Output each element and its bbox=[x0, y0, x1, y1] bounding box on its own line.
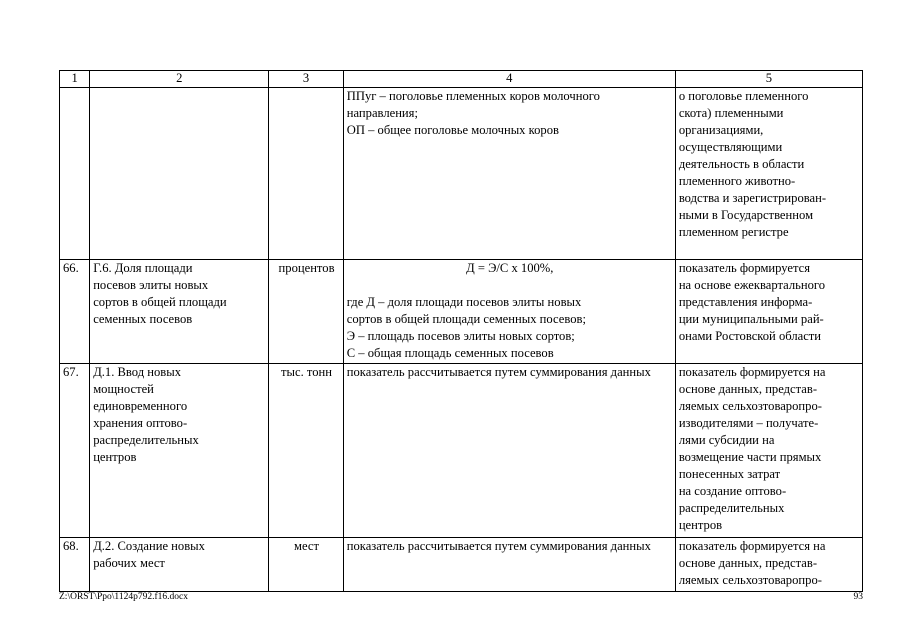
source-line: представления информа- bbox=[678, 295, 813, 309]
source-line: скота) племенными bbox=[678, 106, 784, 120]
method-line: сортов в общей площади семенных посевов; bbox=[346, 312, 586, 326]
table-header-row bbox=[60, 71, 863, 88]
table-row bbox=[60, 260, 863, 364]
method-line: направления; bbox=[346, 106, 418, 120]
name-line: центров bbox=[93, 450, 137, 464]
source-line: основе данных, представ- bbox=[678, 556, 818, 570]
source-line: ляемых сельхозтоваропро- bbox=[678, 573, 822, 587]
name-line: хранения оптово- bbox=[93, 416, 188, 430]
unit-cell: мест bbox=[269, 538, 343, 592]
source-line: водства и зарегистрирован- bbox=[678, 191, 827, 205]
name-line: мощностей bbox=[93, 382, 154, 396]
column-header: 5 bbox=[675, 71, 862, 88]
source-line: ляемых сельхозтоваропро- bbox=[678, 399, 822, 413]
page-number: 93 bbox=[853, 592, 863, 602]
row-number bbox=[60, 88, 90, 260]
source-line: возмещение части прямых bbox=[678, 450, 822, 464]
column-header: 1 bbox=[60, 71, 90, 88]
source-line: основе данных, представ- bbox=[678, 382, 818, 396]
name-line: распределительных bbox=[93, 433, 199, 447]
method-line: где Д – доля площади посевов элиты новых bbox=[346, 295, 582, 309]
indicator-name bbox=[90, 260, 269, 364]
method-cell bbox=[343, 88, 675, 260]
source-line: центров bbox=[678, 518, 723, 532]
row-number: 66. bbox=[60, 260, 90, 364]
source-line: организациями, bbox=[678, 123, 764, 137]
source-line: на основе ежеквартального bbox=[678, 278, 826, 292]
name-line: сортов в общей площади bbox=[93, 295, 227, 309]
indicator-name bbox=[90, 364, 269, 538]
unit-cell: тыс. тонн bbox=[269, 364, 343, 538]
formula: Д = Э/С х 100%, bbox=[466, 261, 554, 275]
method-cell bbox=[343, 260, 675, 364]
column-header: 3 bbox=[269, 71, 343, 88]
name-line: рабочих мест bbox=[93, 556, 165, 570]
source-line: понесенных затрат bbox=[678, 467, 781, 481]
name-line: Д.1. Ввод новых bbox=[93, 365, 182, 379]
source-line: племенного животно- bbox=[678, 174, 796, 188]
table-row bbox=[60, 88, 863, 260]
indicator-name bbox=[90, 538, 269, 592]
source-line: лями субсидии на bbox=[678, 433, 775, 447]
source-line: изводителями – получате- bbox=[678, 416, 819, 430]
source-line: на создание оптово- bbox=[678, 484, 787, 498]
indicator-table bbox=[59, 70, 863, 592]
source-line: осуществляющими bbox=[678, 140, 783, 154]
source-line: ции муниципальными рай- bbox=[678, 312, 824, 326]
row-number: 67. bbox=[60, 364, 90, 538]
document-path: Z:\ORST\Ppo\1124p792.f16.docx bbox=[59, 592, 188, 602]
source-line: племенном регистре bbox=[678, 225, 789, 239]
indicator-name bbox=[90, 88, 269, 260]
name-line: единовременного bbox=[93, 399, 188, 413]
source-cell bbox=[675, 364, 862, 538]
source-line: онами Ростовской области bbox=[678, 329, 822, 343]
method-cell: показатель рассчитывается путем суммирования данных bbox=[343, 364, 675, 538]
source-cell bbox=[675, 538, 862, 592]
method-line: ОП – общее поголовье молочных коров bbox=[346, 123, 559, 137]
method-line: ППуг – поголовье племенных коров молочного bbox=[346, 89, 600, 103]
source-cell bbox=[675, 88, 862, 260]
name-line: Г.6. Доля площади bbox=[93, 261, 193, 275]
method-line: С – общая площадь семенных посевов bbox=[346, 346, 554, 360]
source-cell bbox=[675, 260, 862, 364]
source-line: показатель формируется bbox=[678, 261, 811, 275]
source-line: показатель формируется на bbox=[678, 365, 826, 379]
method-cell: показатель рассчитывается путем суммирования данных bbox=[343, 538, 675, 592]
source-line: показатель формируется на bbox=[678, 539, 826, 553]
table-row bbox=[60, 538, 863, 592]
column-header: 2 bbox=[90, 71, 269, 88]
source-line: ными в Государственном bbox=[678, 208, 814, 222]
row-number: 68. bbox=[60, 538, 90, 592]
name-line: семенных посевов bbox=[93, 312, 193, 326]
source-line: о поголовье племенного bbox=[678, 89, 809, 103]
unit-cell: процентов bbox=[269, 260, 343, 364]
method-line: Э – площадь посевов элиты новых сортов; bbox=[346, 329, 575, 343]
name-line: Д.2. Создание новых bbox=[93, 539, 205, 553]
name-line: посевов элиты новых bbox=[93, 278, 209, 292]
table-row bbox=[60, 364, 863, 538]
source-line: распределительных bbox=[678, 501, 785, 515]
unit-cell bbox=[269, 88, 343, 260]
source-line: деятельность в области bbox=[678, 157, 805, 171]
column-header: 4 bbox=[343, 71, 675, 88]
